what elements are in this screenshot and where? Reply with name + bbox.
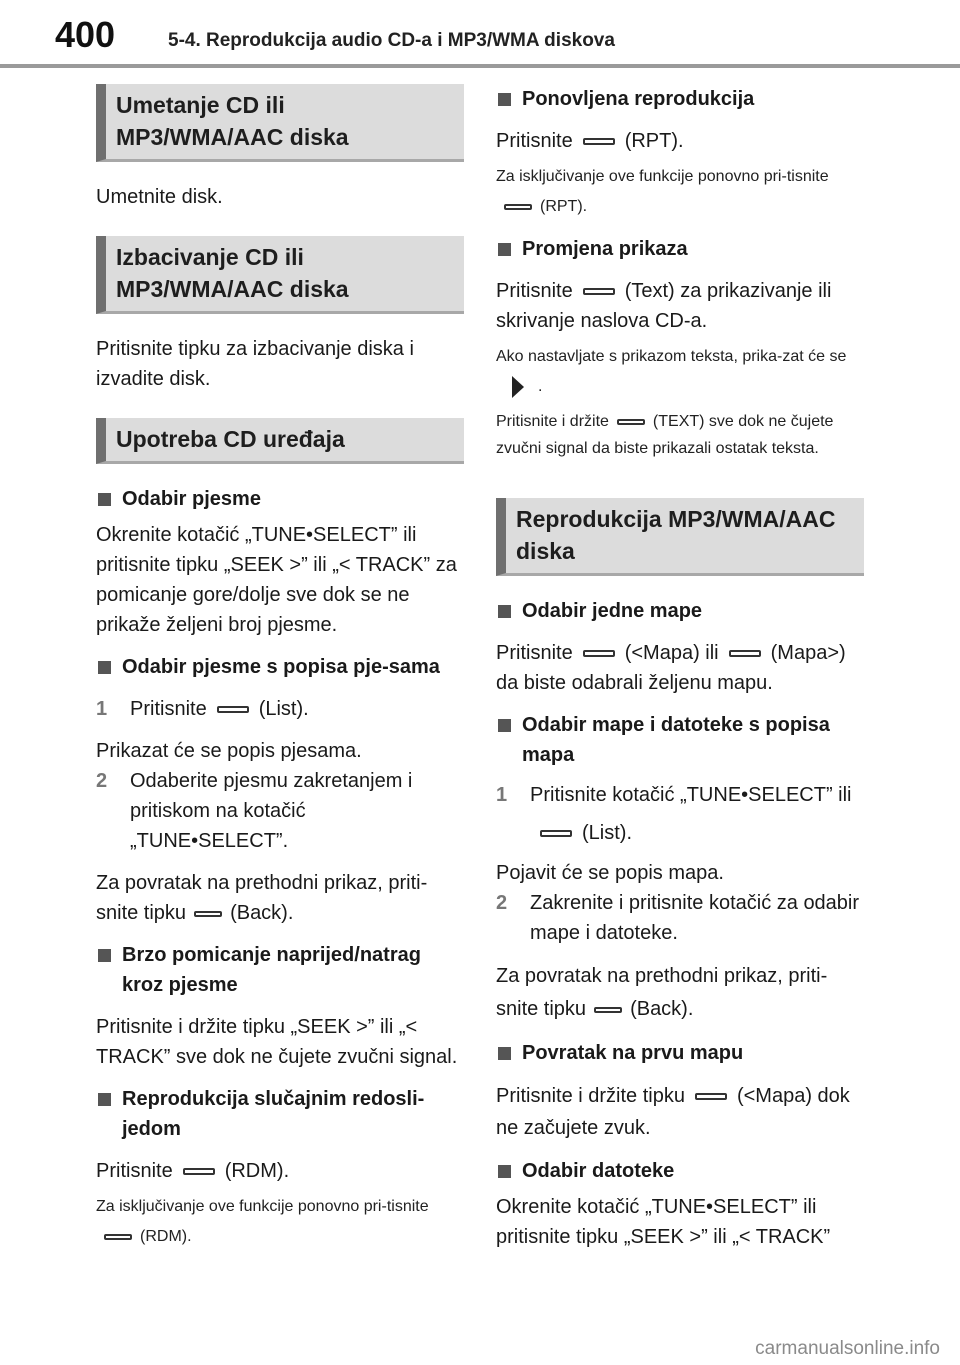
- bullet-square-icon: [498, 243, 511, 256]
- folder-list-back-text: Za povratak na prethodni prikaz, priti-snite tipku (Back).: [496, 965, 828, 1020]
- section-mp3-title: Reprodukcija MP3/WMA/AAC diska: [496, 498, 864, 576]
- song-list-after-step-1: Prikazat će se popis pjesama.: [96, 740, 362, 762]
- fast-forward-text: Pritisnite i držite tipku „SEEK >” ili „< TRACK” sve dok ne čujete zvučni signal.: [96, 1016, 458, 1068]
- bullet-square-icon: [98, 661, 111, 674]
- folder-list-step-1: 1 Pritisnite kotačić „TUNE•SELECT” ili(List).: [496, 784, 852, 844]
- song-list-step-1: 1 Pritisnite (List).: [96, 698, 309, 720]
- section-insert-title: Umetanje CD ili MP3/WMA/AAC diska: [96, 84, 464, 162]
- repeat-note: Za isključivanje ove funkcije ponovno pri-tisnite(RPT).: [496, 168, 829, 215]
- subsection-repeat: Ponovljena reprodukcija: [496, 84, 864, 114]
- header-divider: [0, 64, 960, 68]
- list-button-icon: [217, 706, 249, 713]
- chapter-title: 5-4. Reprodukcija audio CD-a i MP3/WMA diskova: [168, 30, 615, 51]
- random-note: Za isključivanje ove funkcije ponovno pri-tisnite(RDM).: [96, 1198, 429, 1245]
- section-usage-title: Upotreba CD uređaja: [96, 418, 464, 464]
- subsection-folder: Odabir jedne mape: [496, 596, 864, 626]
- bullet-square-icon: [498, 719, 511, 732]
- folder-prev-button-icon: [583, 650, 615, 657]
- bullet-square-icon: [98, 1093, 111, 1106]
- bullet-square-icon: [98, 493, 111, 506]
- subsection-song-select: Odabir pjesme: [96, 484, 464, 514]
- rpt-button-icon: [504, 204, 532, 210]
- song-list-step-2: 2 Odaberite pjesmu zakretanjem i pritiskom na kotačić „TUNE•SELECT”.: [96, 770, 413, 852]
- subsection-random: Reprodukcija slučajnim redosli-jedom: [96, 1084, 464, 1144]
- page-number: 400: [55, 14, 116, 55]
- rpt-button-icon: [583, 138, 615, 145]
- bullet-square-icon: [498, 1047, 511, 1060]
- bullet-square-icon: [498, 605, 511, 618]
- folder-text: Pritisnite (<Mapa) ili (Mapa>) da biste odabrali željenu mapu.: [496, 642, 846, 694]
- back-button-icon: [594, 1007, 622, 1013]
- song-list-back-text: Za povratak na prethodni prikaz, priti-snite tipku (Back).: [96, 872, 428, 924]
- folder-list-after-step-1: Pojavit će se popis mapa.: [496, 862, 724, 884]
- display-note-2: Pritisnite i držite (TEXT) sve dok ne čujete zvučni signal da biste prikazali ostatak teksta.: [496, 413, 834, 457]
- more-text-arrow-icon: [512, 376, 524, 398]
- text-button-icon: [617, 419, 645, 425]
- subsection-folder-list: Odabir mape i datoteke s popisa mapa: [496, 710, 864, 770]
- section-eject-title: Izbacivanje CD ili MP3/WMA/AAC diska: [96, 236, 464, 314]
- bullet-square-icon: [498, 1165, 511, 1178]
- display-text: Pritisnite (Text) za prikazivanje ili skrivanje naslova CD-a.: [496, 280, 832, 332]
- back-button-icon: [194, 911, 222, 917]
- subsection-first-folder: Povratak na prvu mapu: [496, 1038, 864, 1068]
- folder-list-step-2: 2 Zakrenite i pritisnite kotačić za odabir mape i datoteke.: [496, 892, 860, 944]
- folder-prev-button-icon: [695, 1093, 727, 1100]
- display-note-1: Ako nastavljate s prikazom teksta, prika-zat će se.: [496, 342, 864, 402]
- first-folder-text: Pritisnite i držite tipku (<Mapa) dok ne začujete zvuk.: [496, 1085, 850, 1139]
- subsection-file: Odabir datoteke: [496, 1156, 864, 1186]
- text-button-icon: [583, 288, 615, 295]
- watermark: carmanualsonline.info: [755, 1338, 940, 1359]
- random-text: Pritisnite (RDM).: [96, 1160, 290, 1182]
- rdm-button-icon: [104, 1234, 132, 1240]
- insert-text: Umetnite disk.: [96, 186, 223, 208]
- eject-text: Pritisnite tipku za izbacivanje diska i izvadite disk.: [96, 338, 414, 390]
- subsection-display: Promjena prikaza: [496, 234, 864, 264]
- list-button-icon: [540, 830, 572, 837]
- subsection-song-list: Odabir pjesme s popisa pje-sama: [96, 652, 464, 682]
- bullet-square-icon: [98, 949, 111, 962]
- bullet-square-icon: [498, 93, 511, 106]
- right-column: [496, 84, 864, 1252]
- page-header: [0, 0, 960, 68]
- folder-next-button-icon: [729, 650, 761, 657]
- rdm-button-icon: [183, 1168, 215, 1175]
- song-select-text: Okrenite kotačić „TUNE•SELECT” ili pritisnite tipku „SEEK >” ili „< TRACK” za pomicanje gore/dolje sve dok se ne prikaže željeni broj pjesme.: [96, 524, 457, 636]
- file-text: Okrenite kotačić „TUNE•SELECT” ili pritisnite tipku „SEEK >” ili „< TRACK”: [496, 1196, 831, 1248]
- subsection-fast-forward: Brzo pomicanje naprijed/natrag kroz pjesme: [96, 940, 464, 1000]
- left-column: [96, 84, 464, 1252]
- repeat-text: Pritisnite (RPT).: [496, 130, 684, 152]
